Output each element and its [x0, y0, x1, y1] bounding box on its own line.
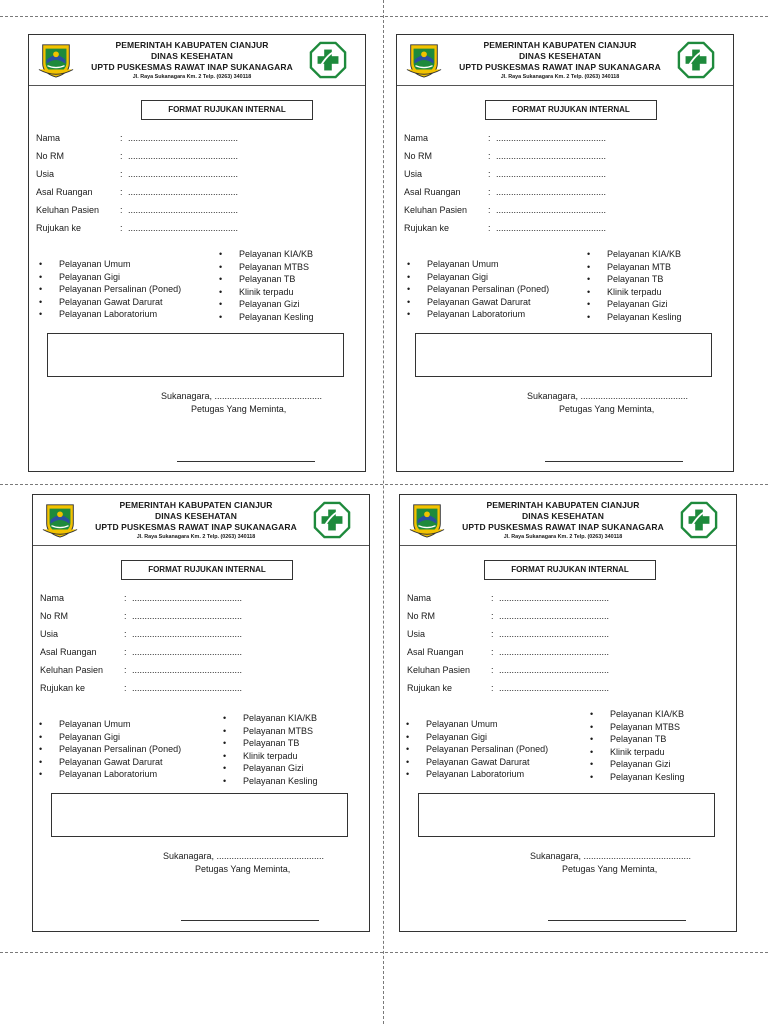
bullet-icon: • [223, 713, 227, 723]
field-blank[interactable]: ............................................ [128, 169, 239, 179]
service-label: Pelayanan Persalinan (Poned) [426, 744, 549, 754]
field-label: Rujukan ke [407, 683, 453, 693]
header-department: DINAS KESEHATAN [155, 511, 237, 521]
service-label: Pelayanan Gizi [610, 759, 671, 770]
bullet-icon: • [587, 274, 591, 285]
field-label: Nama [404, 133, 429, 143]
bullet-icon: • [587, 312, 591, 322]
officer-label: Petugas Yang Meminta, [559, 404, 655, 414]
header-department: DINAS KESEHATAN [151, 51, 233, 61]
bullet-icon: • [39, 271, 43, 282]
bullet-icon: • [407, 296, 411, 307]
field-label: Nama [40, 593, 65, 603]
field-label: Rujukan ke [40, 683, 86, 693]
header-text [447, 40, 673, 82]
service-label: Pelayanan MTBS [243, 725, 314, 736]
field-blank[interactable]: ............................................ [132, 593, 243, 603]
field-blank[interactable]: ............................................ [499, 683, 610, 693]
form-title: FORMAT RUJUKAN INTERNAL [485, 100, 657, 120]
bullet-icon: • [590, 746, 594, 757]
service-label: Pelayanan TB [243, 738, 300, 749]
field-blank[interactable]: ............................................ [496, 151, 607, 161]
field-blank[interactable]: ............................................ [132, 665, 243, 675]
service-label: Pelayanan Gigi [59, 271, 121, 282]
header-address: Jl. Raya Sukanagara Km. 2 Telp. (0263) 340118 [500, 74, 620, 80]
bullet-icon: • [407, 259, 411, 269]
field-label: No RM [40, 611, 69, 621]
field-label: Keluhan Pasien [404, 205, 468, 215]
service-label: Pelayanan Gigi [427, 271, 489, 282]
field-colon: : [488, 187, 491, 197]
header-government: PEMERINTAH KABUPATEN CIANJUR [119, 500, 273, 510]
bullet-icon: • [587, 299, 591, 310]
bullet-icon: • [39, 296, 43, 307]
bullet-icon: • [39, 284, 43, 294]
service-label: Pelayanan Kesling [239, 312, 314, 322]
puskesmas-logo-icon [677, 41, 715, 79]
field-colon: : [488, 205, 491, 215]
header-government: PEMERINTAH KABUPATEN CIANJUR [483, 40, 637, 50]
puskesmas-logo-icon [680, 501, 718, 539]
field-colon: : [124, 611, 127, 621]
officer-label: Petugas Yang Meminta, [191, 404, 287, 414]
field-label: No RM [407, 611, 436, 621]
bullet-icon: • [223, 750, 227, 761]
service-label: Pelayanan TB [239, 274, 296, 285]
form-header [397, 35, 733, 86]
field-colon: : [120, 205, 123, 215]
field-blank[interactable]: ............................................ [132, 647, 243, 657]
field-colon: : [124, 647, 127, 657]
bullet-icon: • [406, 719, 410, 729]
service-label: Pelayanan Umum [427, 259, 499, 269]
field-blank[interactable]: ............................................ [132, 683, 243, 693]
bullet-icon: • [587, 286, 591, 297]
bullet-icon: • [407, 284, 411, 294]
cut-line-middle [0, 484, 768, 485]
service-label: Pelayanan KIA/KB [239, 249, 314, 259]
bullet-icon: • [587, 249, 591, 259]
field-label: Usia [407, 629, 426, 639]
field-blank[interactable]: ............................................ [499, 593, 610, 603]
bullet-icon: • [219, 286, 223, 297]
field-label: Usia [40, 629, 59, 639]
bullet-icon: • [219, 274, 223, 285]
service-label: Pelayanan Umum [59, 259, 131, 269]
bullet-icon: • [39, 744, 43, 754]
kabupaten-emblem-icon [408, 501, 446, 539]
service-label: Pelayanan TB [607, 274, 664, 285]
service-label: Pelayanan Persalinan (Poned) [427, 284, 550, 294]
field-label: Asal Ruangan [404, 187, 461, 197]
field-colon: : [120, 223, 123, 233]
field-label: Keluhan Pasien [40, 665, 104, 675]
field-blank[interactable]: ............................................ [128, 151, 239, 161]
puskesmas-logo-icon [313, 501, 351, 539]
field-colon: : [120, 187, 123, 197]
service-label: Pelayanan Kesling [610, 772, 685, 782]
cut-line-bottom [0, 952, 768, 953]
kabupaten-emblem-icon [37, 41, 75, 79]
bullet-icon: • [39, 719, 43, 729]
bullet-icon: • [406, 731, 410, 742]
cut-line-top [0, 16, 768, 17]
service-label: Klinik terpadu [610, 746, 665, 757]
service-label: Pelayanan KIA/KB [607, 249, 682, 259]
service-label: Pelayanan Laboratorium [427, 309, 526, 319]
notes-box[interactable] [51, 793, 348, 837]
bullet-icon: • [39, 259, 43, 269]
header-address: Jl. Raya Sukanagara Km. 2 Telp. (0263) 340118 [136, 534, 256, 540]
kabupaten-emblem-icon [41, 501, 79, 539]
service-label: Pelayanan Kesling [243, 776, 318, 786]
bullet-icon: • [406, 769, 410, 779]
bullet-icon: • [590, 721, 594, 732]
field-label: Usia [36, 169, 55, 179]
officer-label: Petugas Yang Meminta, [562, 864, 658, 874]
field-label: Keluhan Pasien [407, 665, 471, 675]
field-colon: : [124, 593, 127, 603]
field-colon: : [488, 223, 491, 233]
service-label: Klinik terpadu [239, 286, 294, 297]
header-government: PEMERINTAH KABUPATEN CIANJUR [486, 500, 640, 510]
signature-line[interactable] [548, 920, 686, 921]
referral-form-bottom-left [32, 494, 370, 932]
form-title: FORMAT RUJUKAN INTERNAL [484, 560, 656, 580]
header-facility: UPTD PUSKESMAS RAWAT INAP SUKANAGARA [91, 62, 293, 72]
service-label: Pelayanan Umum [59, 719, 131, 729]
field-colon: : [488, 169, 491, 179]
header-text [83, 500, 309, 542]
field-blank[interactable]: ............................................ [496, 169, 607, 179]
field-blank[interactable]: ............................................ [496, 187, 607, 197]
bullet-icon: • [223, 738, 227, 749]
field-blank[interactable]: ............................................ [499, 611, 610, 621]
field-colon: : [491, 683, 494, 693]
officer-label: Petugas Yang Meminta, [195, 864, 291, 874]
bullet-icon: • [407, 309, 411, 319]
field-blank[interactable]: ............................................ [499, 629, 610, 639]
header-text [79, 40, 305, 82]
header-department: DINAS KESEHATAN [522, 511, 604, 521]
field-colon: : [120, 151, 123, 161]
bullet-icon: • [219, 249, 223, 259]
field-blank[interactable]: ............................................ [496, 205, 607, 215]
field-blank[interactable]: ............................................ [499, 647, 610, 657]
form-header [400, 495, 736, 546]
field-blank[interactable]: ............................................ [132, 611, 243, 621]
bullet-icon: • [590, 734, 594, 745]
service-label: Pelayanan Gigi [426, 731, 488, 742]
referral-form-bottom-right [399, 494, 737, 932]
header-facility: UPTD PUSKESMAS RAWAT INAP SUKANAGARA [459, 62, 661, 72]
field-label: Asal Ruangan [407, 647, 464, 657]
field-blank[interactable]: ............................................ [128, 205, 239, 215]
service-label: Pelayanan TB [610, 734, 667, 745]
field-blank[interactable]: ............................................ [128, 187, 239, 197]
field-label: Asal Ruangan [36, 187, 93, 197]
referral-form-top-right [396, 34, 734, 472]
field-label: Rujukan ke [36, 223, 82, 233]
kabupaten-emblem-icon [405, 41, 443, 79]
field-colon: : [124, 683, 127, 693]
service-label: Pelayanan Gawat Darurat [59, 296, 163, 307]
signature-line[interactable] [177, 461, 315, 462]
service-label: Pelayanan Gigi [59, 731, 121, 742]
header-facility: UPTD PUSKESMAS RAWAT INAP SUKANAGARA [462, 522, 664, 532]
field-colon: : [488, 151, 491, 161]
place-date[interactable]: Sukanagara, ........................................... [161, 391, 323, 401]
field-blank[interactable]: ............................................ [128, 133, 239, 143]
notes-box[interactable] [418, 793, 715, 837]
referral-form-top-left [28, 34, 366, 472]
signature-line[interactable] [545, 461, 683, 462]
form-title: FORMAT RUJUKAN INTERNAL [141, 100, 313, 120]
service-label: Pelayanan Gawat Darurat [59, 756, 163, 767]
bullet-icon: • [406, 756, 410, 767]
place-date[interactable]: Sukanagara, ........................................... [530, 851, 692, 861]
service-label: Pelayanan Gizi [243, 763, 304, 774]
service-label: Pelayanan Laboratorium [59, 309, 158, 319]
signature-line[interactable] [181, 920, 319, 921]
bullet-icon: • [590, 709, 594, 719]
field-colon: : [124, 629, 127, 639]
header-text [450, 500, 676, 542]
field-label: Usia [404, 169, 423, 179]
header-government: PEMERINTAH KABUPATEN CIANJUR [115, 40, 269, 50]
bullet-icon: • [407, 271, 411, 282]
bullet-icon: • [39, 756, 43, 767]
service-label: Pelayanan MTB [607, 261, 672, 272]
service-label: Klinik terpadu [607, 286, 662, 297]
service-label: Pelayanan Laboratorium [426, 769, 525, 779]
field-blank[interactable]: ............................................ [499, 665, 610, 675]
bullet-icon: • [223, 776, 227, 786]
service-label: Pelayanan Laboratorium [59, 769, 158, 779]
field-blank[interactable]: ............................................ [132, 629, 243, 639]
service-label: Pelayanan Gizi [239, 299, 300, 310]
field-blank[interactable]: ............................................ [496, 133, 607, 143]
bullet-icon: • [587, 261, 591, 272]
notes-box[interactable] [415, 333, 712, 377]
service-label: Pelayanan Gawat Darurat [426, 756, 530, 767]
field-colon: : [491, 629, 494, 639]
service-label: Pelayanan Umum [426, 719, 498, 729]
field-colon: : [491, 593, 494, 603]
service-label: Pelayanan Persalinan (Poned) [59, 284, 182, 294]
service-label: Pelayanan Persalinan (Poned) [59, 744, 182, 754]
field-label: Asal Ruangan [40, 647, 97, 657]
form-title: FORMAT RUJUKAN INTERNAL [121, 560, 293, 580]
service-label: Pelayanan Kesling [607, 312, 682, 322]
field-label: No RM [404, 151, 433, 161]
header-facility: UPTD PUSKESMAS RAWAT INAP SUKANAGARA [95, 522, 297, 532]
bullet-icon: • [39, 769, 43, 779]
field-blank[interactable]: ............................................ [128, 223, 239, 233]
service-label: Pelayanan MTBS [610, 721, 681, 732]
service-label: Pelayanan KIA/KB [243, 713, 318, 723]
field-label: Nama [36, 133, 61, 143]
bullet-icon: • [39, 309, 43, 319]
service-label: Pelayanan MTBS [239, 261, 310, 272]
field-colon: : [120, 133, 123, 143]
field-blank[interactable]: ............................................ [496, 223, 607, 233]
field-colon: : [488, 133, 491, 143]
service-label: Klinik terpadu [243, 750, 298, 761]
field-colon: : [491, 611, 494, 621]
field-colon: : [491, 647, 494, 657]
place-date[interactable]: Sukanagara, ........................................... [527, 391, 689, 401]
puskesmas-logo-icon [309, 41, 347, 79]
header-department: DINAS KESEHATAN [519, 51, 601, 61]
bullet-icon: • [39, 731, 43, 742]
service-label: Pelayanan Gizi [607, 299, 668, 310]
service-label: Pelayanan Gawat Darurat [427, 296, 531, 307]
cut-line-vertical [383, 0, 384, 1024]
field-colon: : [124, 665, 127, 675]
form-header [29, 35, 365, 86]
notes-box[interactable] [47, 333, 344, 377]
field-label: No RM [36, 151, 65, 161]
field-label: Rujukan ke [404, 223, 450, 233]
bullet-icon: • [590, 772, 594, 782]
bullet-icon: • [219, 312, 223, 322]
field-colon: : [120, 169, 123, 179]
service-label: Pelayanan KIA/KB [610, 709, 685, 719]
bullet-icon: • [219, 299, 223, 310]
header-address: Jl. Raya Sukanagara Km. 2 Telp. (0263) 340118 [503, 534, 623, 540]
header-address: Jl. Raya Sukanagara Km. 2 Telp. (0263) 340118 [132, 74, 252, 80]
bullet-icon: • [590, 759, 594, 770]
bullet-icon: • [223, 763, 227, 774]
bullet-icon: • [406, 744, 410, 754]
bullet-icon: • [223, 725, 227, 736]
field-colon: : [491, 665, 494, 675]
field-label: Nama [407, 593, 432, 603]
field-label: Keluhan Pasien [36, 205, 100, 215]
form-header [33, 495, 369, 546]
place-date[interactable]: Sukanagara, ........................................... [163, 851, 325, 861]
bullet-icon: • [219, 261, 223, 272]
